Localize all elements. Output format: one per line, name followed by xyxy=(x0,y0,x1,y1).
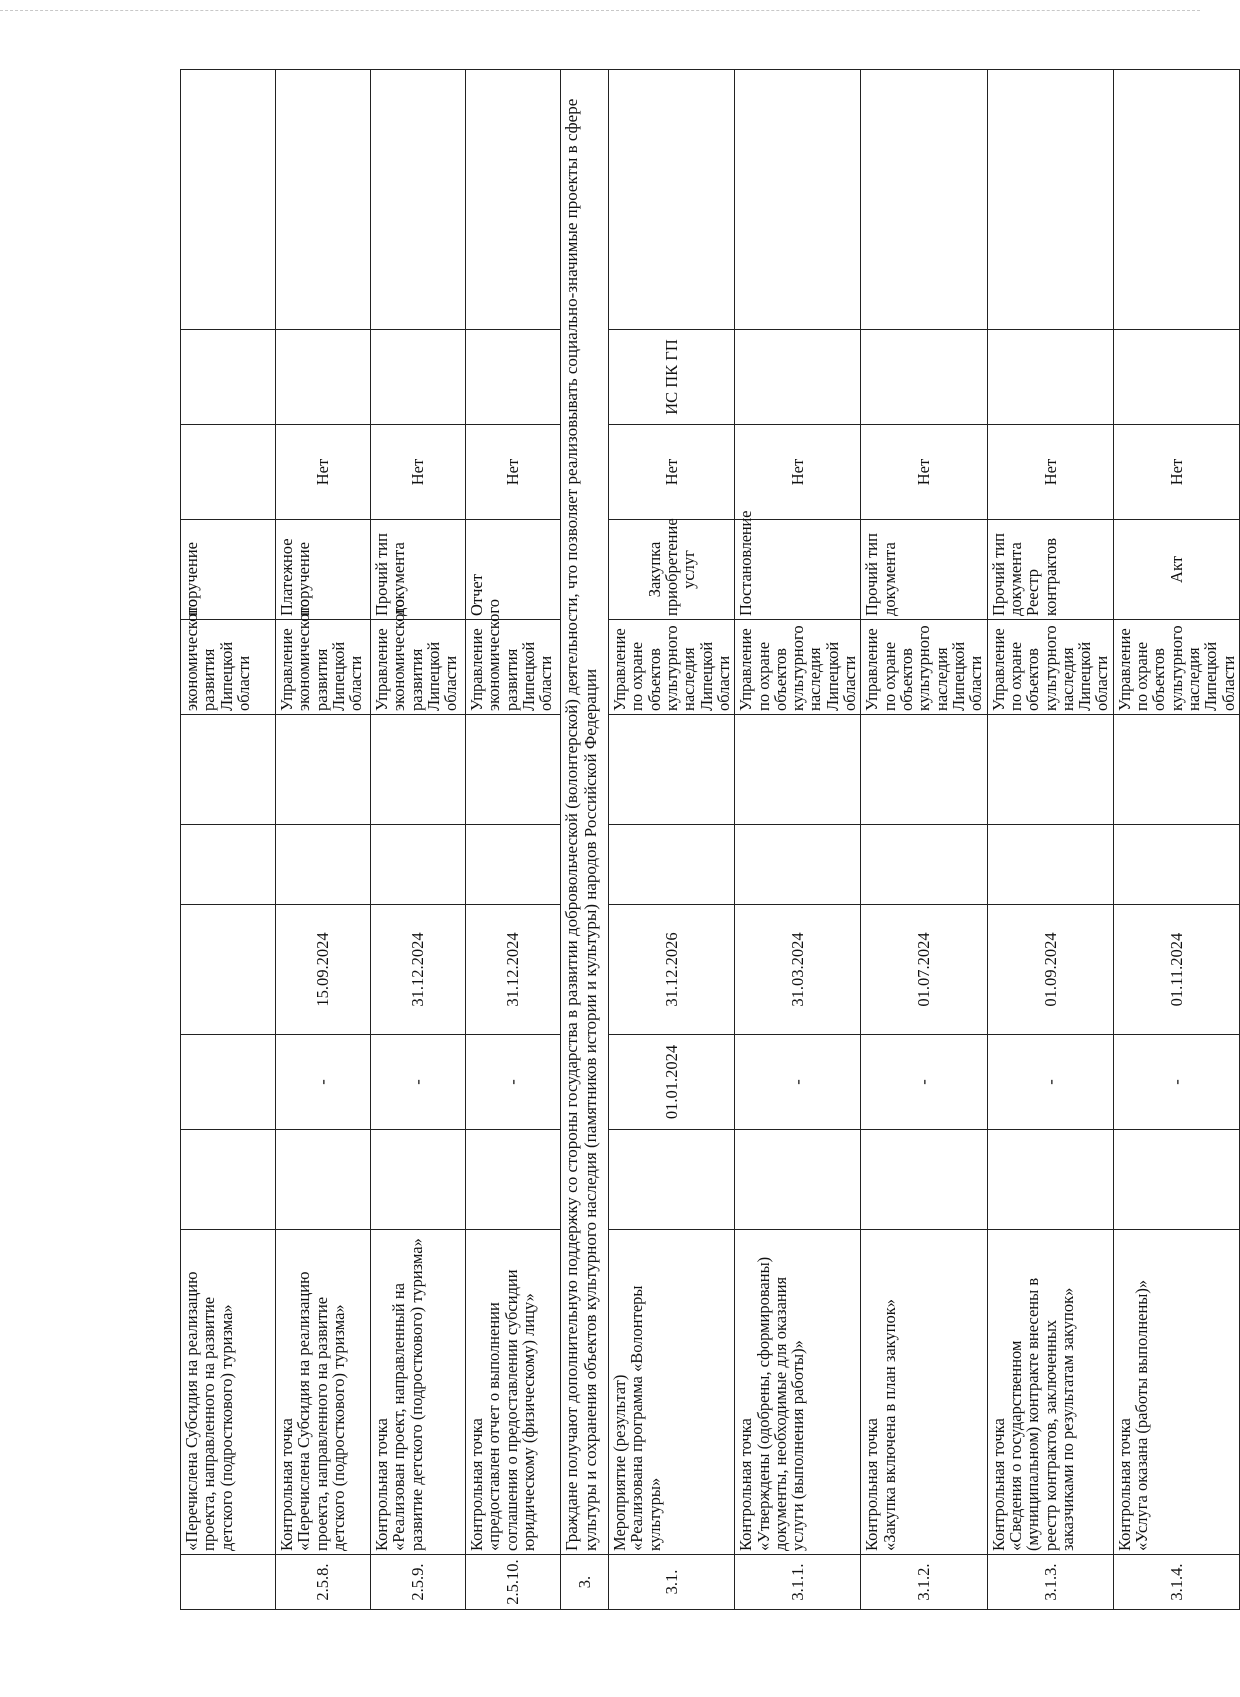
row-end: 31.12.2026 xyxy=(609,905,735,1035)
plan-table xyxy=(180,69,1240,1610)
section-number: 3. xyxy=(561,1555,609,1610)
row-document: Закупка приобретение услуг xyxy=(609,520,735,620)
row-system xyxy=(1113,330,1239,425)
row-flag xyxy=(181,425,276,520)
row-end xyxy=(181,905,276,1035)
row-name-title: Контрольная точка xyxy=(736,1418,756,1551)
row-responsible: Управление экономического развития Липецкой области xyxy=(371,620,466,715)
row-name-title: Контрольная точка xyxy=(372,1418,391,1551)
empty-cell xyxy=(371,1130,466,1230)
empty-cell xyxy=(466,70,561,330)
row-document: Платежное поручение xyxy=(276,520,371,620)
row-start: - xyxy=(987,1035,1113,1130)
row-flag: Нет xyxy=(1113,425,1239,520)
empty-cell xyxy=(987,715,1113,825)
row-flag: Нет xyxy=(466,425,561,520)
row-name xyxy=(1113,1230,1239,1555)
row-number: 2.5.9. xyxy=(371,1555,466,1610)
row-end: 01.11.2024 xyxy=(1113,905,1239,1035)
empty-cell xyxy=(861,715,987,825)
row-flag: Нет xyxy=(735,425,861,520)
row-end: 31.12.2024 xyxy=(371,905,466,1035)
row-name xyxy=(861,1230,987,1555)
row-flag: Нет xyxy=(609,425,735,520)
row-col5 xyxy=(276,825,371,905)
row-number: 3.1.2. xyxy=(861,1555,987,1610)
empty-cell xyxy=(276,1130,371,1230)
row-start: 01.01.2024 xyxy=(609,1035,735,1130)
row-name-text: «Реализована программа «Волонтеры культуры» xyxy=(627,1285,664,1551)
empty-cell xyxy=(466,1130,561,1230)
row-name-title: Контрольная точка xyxy=(467,1418,486,1551)
row-start xyxy=(181,1035,276,1130)
row-col5 xyxy=(735,825,861,905)
row-responsible: Управление экономического развития Липецкой области xyxy=(276,620,371,715)
empty-cell xyxy=(609,715,735,825)
row-document: Акт xyxy=(1113,520,1239,620)
empty-cell xyxy=(371,70,466,330)
table-row xyxy=(371,70,466,1610)
row-responsible: Управление по охране объектов культурного наследия Липецкой области xyxy=(861,620,987,715)
row-name-title: Контрольная точка xyxy=(862,1418,882,1551)
row-end: 01.09.2024 xyxy=(987,905,1113,1035)
table-row xyxy=(181,70,276,1610)
row-system xyxy=(735,330,861,425)
section-text: Граждане получают дополнительную поддержку со стороны государства в развитии добровольческой (волонтерской) деятельности, что позволяет реализовывать социально-значимые проекты в сфере культуры и сохранения объектов культурного наследия (памятников истории и культуры) народов Российской Федерации xyxy=(561,70,609,1555)
row-start: - xyxy=(466,1035,561,1130)
row-name xyxy=(371,1230,466,1555)
row-name-text: «предоставлен отчет о выполнении соглашения о предоставлении субсидии юридическому (физическому) лицу» xyxy=(484,1269,538,1551)
empty-cell xyxy=(181,1130,276,1230)
empty-cell xyxy=(276,70,371,330)
row-document: Прочий тип документа xyxy=(861,520,987,620)
row-col5 xyxy=(861,825,987,905)
row-end: 15.09.2024 xyxy=(276,905,371,1035)
table-row xyxy=(987,70,1113,1610)
scan-top-edge xyxy=(0,10,1200,11)
empty-cell xyxy=(1113,1130,1239,1230)
empty-cell xyxy=(181,715,276,825)
row-name xyxy=(609,1230,735,1555)
row-col5 xyxy=(987,825,1113,905)
row-start: - xyxy=(276,1035,371,1130)
row-name-text: «Реализован проект, направленный на развитие детского (подросткового) туризма» xyxy=(389,1238,426,1551)
empty-cell xyxy=(1113,70,1239,330)
table-row xyxy=(466,70,561,1610)
row-end: 31.03.2024 xyxy=(735,905,861,1035)
row-name-text: «Утверждены (одобрены, сформированы) документы, необходимые для оказания услуги (выполнения работы)» xyxy=(753,1256,808,1551)
row-name-text: «Сведения о государственном (муниципальном) контракте внесены в реестр контрактов, заключенных заказчиками по результатам закупок» xyxy=(1005,1277,1077,1551)
row-col5 xyxy=(466,825,561,905)
row-name: «Перечислена Субсидия на реализацию проекта, направленного на развитие детского (подросткового) туризма» xyxy=(181,1230,276,1555)
row-document: Постановление xyxy=(735,520,861,620)
row-responsible: Управление по охране объектов культурного наследия Липецкой области xyxy=(609,620,735,715)
row-document: Прочий тип документа xyxy=(371,520,466,620)
row-name-title: Мероприятие (результат) xyxy=(610,1374,629,1551)
row-start: - xyxy=(1113,1035,1239,1130)
row-responsible: Управление экономического развития Липецкой области xyxy=(466,620,561,715)
empty-cell xyxy=(735,1130,861,1230)
row-start: - xyxy=(735,1035,861,1130)
row-start: - xyxy=(371,1035,466,1130)
empty-cell xyxy=(181,70,276,330)
document-page xyxy=(180,70,1238,1610)
row-document: Прочий тип документа Реестр контрактов xyxy=(987,520,1113,620)
empty-cell xyxy=(987,70,1113,330)
row-name xyxy=(276,1230,371,1555)
empty-cell xyxy=(735,715,861,825)
row-number: 2.5.8. xyxy=(276,1555,371,1610)
row-responsible: Управление по охране объектов культурного наследия Липецкой области xyxy=(1113,620,1239,715)
row-end: 31.12.2024 xyxy=(466,905,561,1035)
row-responsible: экономического развития Липецкой области xyxy=(181,620,276,715)
empty-cell xyxy=(276,715,371,825)
row-flag: Нет xyxy=(371,425,466,520)
row-name-title: Контрольная точка xyxy=(1114,1418,1134,1551)
table-row xyxy=(1113,70,1239,1610)
row-responsible: Управление по охране объектов культурного наследия Липецкой области xyxy=(987,620,1113,715)
row-document: поручение xyxy=(181,520,276,620)
row-name xyxy=(735,1230,861,1555)
row-name-text: «Услуга оказана (работы выполнены)» xyxy=(1132,1279,1152,1551)
row-number: 3.1.1. xyxy=(735,1555,861,1610)
row-document: Отчет xyxy=(466,520,561,620)
row-start: - xyxy=(861,1035,987,1130)
row-col5 xyxy=(181,825,276,905)
row-col5 xyxy=(371,825,466,905)
row-flag: Нет xyxy=(861,425,987,520)
row-number: 3.1. xyxy=(609,1555,735,1610)
table-row xyxy=(861,70,987,1610)
row-col5 xyxy=(1113,825,1239,905)
row-system xyxy=(466,330,561,425)
empty-cell xyxy=(371,715,466,825)
row-col5 xyxy=(609,825,735,905)
empty-cell xyxy=(861,1130,987,1230)
row-system xyxy=(861,330,987,425)
row-flag: Нет xyxy=(276,425,371,520)
row-number: 3.1.4. xyxy=(1113,1555,1239,1610)
row-number: 3.1.3. xyxy=(987,1555,1113,1610)
section-row xyxy=(561,70,609,1610)
row-system xyxy=(371,330,466,425)
row-name-title: Контрольная точка xyxy=(277,1418,296,1551)
rotated-table-wrapper xyxy=(180,70,1238,1610)
empty-cell xyxy=(609,1130,735,1230)
row-name xyxy=(987,1230,1113,1555)
empty-cell xyxy=(735,70,861,330)
empty-cell xyxy=(609,70,735,330)
table-row xyxy=(735,70,861,1610)
row-name-title: Контрольная точка xyxy=(988,1418,1008,1551)
row-system: ИС ПК ГП xyxy=(609,330,735,425)
row-system xyxy=(276,330,371,425)
row-flag: Нет xyxy=(987,425,1113,520)
row-end: 01.07.2024 xyxy=(861,905,987,1035)
row-name xyxy=(466,1230,561,1555)
row-system xyxy=(181,330,276,425)
row-name-text: «Перечислена Субсидия на реализацию проекта, направленного на развитие детского (подросткового) туризма» xyxy=(294,1271,348,1551)
row-system xyxy=(987,330,1113,425)
row-number xyxy=(181,1555,276,1610)
empty-cell xyxy=(466,715,561,825)
empty-cell xyxy=(987,1130,1113,1230)
row-name-text: «Закупка включена в план закупок» xyxy=(879,1298,899,1551)
row-number: 2.5.10. xyxy=(466,1555,561,1610)
empty-cell xyxy=(1113,715,1239,825)
table-row xyxy=(276,70,371,1610)
table-row xyxy=(609,70,735,1610)
empty-cell xyxy=(861,70,987,330)
row-responsible: Управление по охране объектов культурного наследия Липецкой области xyxy=(735,620,861,715)
